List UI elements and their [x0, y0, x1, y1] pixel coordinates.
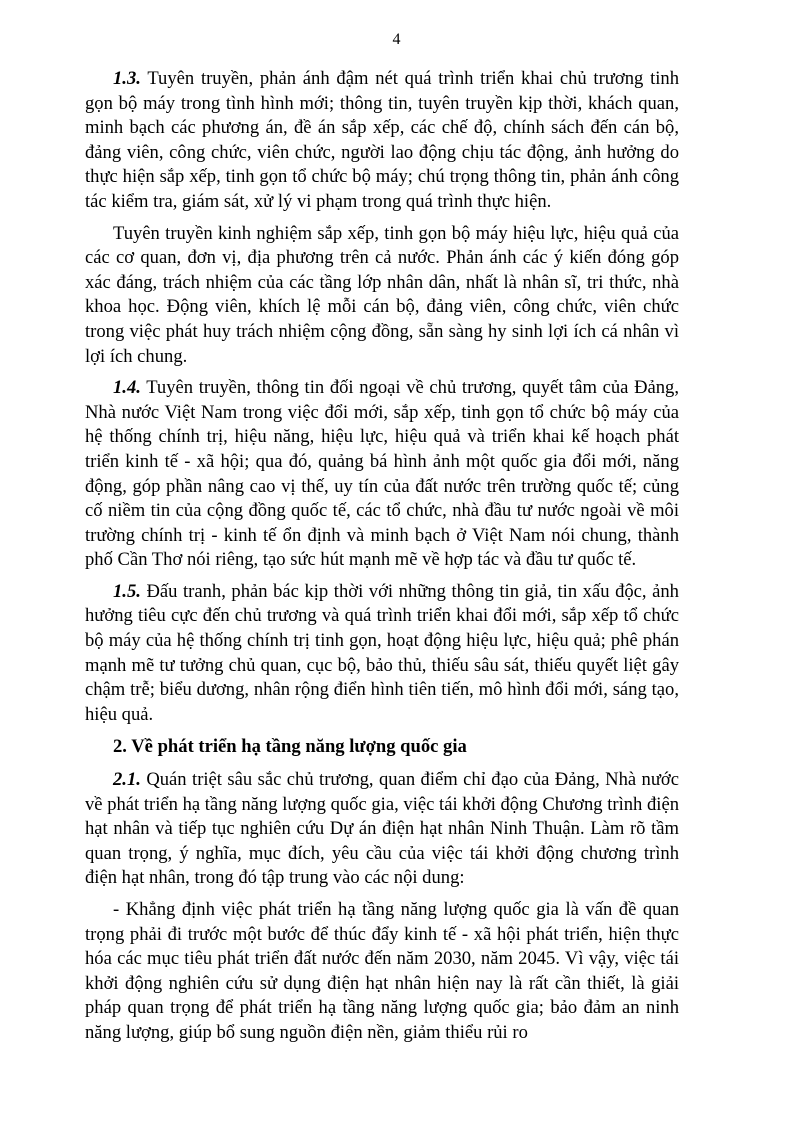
paragraph-text: Tuyên truyền kinh nghiệm sắp xếp, tinh gọn bộ máy hiệu lực, hiệu quả của các cơ quan, đơn vị, địa phương trên cả nước. Phản ánh các ý kiến đóng góp xác đáng, trách nhiệm của các tầng lớp nhân dân, nhất là nhân sĩ, tri thức, nhà khoa học. Động viên, khích lệ mỗi cán bộ, đảng viên, công chức, viên chức trong việc phát huy trách nhiệm cộng đồng, sẵn sàng hy sinh lợi ích cá nhân vì lợi ích chung. [85, 222, 679, 367]
paragraph-text: Tuyên truyền, phản ánh đậm nét quá trình triển khai chủ trương tinh gọn bộ máy trong tình hình mới; thông tin, tuyên truyền kịp thời, khách quan, minh bạch các phương án, đề án sắp xếp, các chế độ, chính sách đến cán bộ, đảng viên, công chức, viên chức, người lao động chịu tác động, ảnh hưởng do thực hiện sắp xếp, tinh gọn tổ chức bộ máy; chú trọng thông tin, phản ánh công tác kiểm tra, giám sát, xử lý vi phạm trong quá trình thực hiện. [85, 68, 679, 212]
item-number: 1.5. [113, 580, 141, 602]
item-number: 1.3. [113, 68, 141, 89]
paragraph-1-4 [85, 376, 679, 573]
paragraph-text: Đấu tranh, phản bác kịp thời với những thông tin giả, tin xấu độc, ảnh hưởng tiêu cực đến chủ trương và quá trình triển khai đổi mới, sắp xếp tổ chức bộ máy của hệ thống chính trị tinh gọn, hoạt động hiệu lực, hiệu quả; phê phán mạnh mẽ tư tưởng chủ quan, cục bộ, bảo thủ, thiếu sâu sát, thiếu quyết liệt gây chậm trễ; biểu dương, nhân rộng điển hình tiên tiến, mô hình đổi mới, sáng tạo, hiệu quả. [85, 580, 679, 725]
paragraph-1-5 [85, 580, 679, 728]
paragraph-1-3-continued [85, 222, 679, 370]
document-body [85, 67, 679, 1053]
paragraph-2-1 [85, 768, 679, 891]
paragraph-bullet [85, 898, 679, 1046]
paragraph-text: - Khẳng định việc phát triển hạ tầng năng lượng quốc gia là vấn đề quan trọng phải đi trước một bước để thúc đẩy kinh tế - xã hội phát triển, hiện thực hóa các mục tiêu phát triển đất nước đến năm 2030, năm 2045. Vì vậy, việc tái khởi động nghiên cứu sử dụng điện hạt nhân hiện nay là rất cần thiết, là giải pháp quan trọng để phát triển hạ tầng năng lượng quốc gia; bảo đảm an ninh năng lượng, giúp bổ sung nguồn điện nền, giảm thiểu rủi ro [85, 899, 679, 1043]
item-number: 2.1. [113, 769, 141, 791]
paragraph-1-3 [85, 67, 679, 215]
paragraph-text: Quán triệt sâu sắc chủ trương, quan điểm chỉ đạo của Đảng, Nhà nước về phát triển hạ tầng năng lượng quốc gia, việc tái khởi động Chương trình điện hạt nhân và tiếp tục nghiên cứu Dự án điện hạt nhân Ninh Thuận. Làm rõ tầm quan trọng, ý nghĩa, mục đích, yêu cầu của việc tái khởi động chương trình điện hạt nhân, trong đó tập trung vào các nội dung: [85, 769, 680, 889]
section-heading: 2. Về phát triển hạ tầng năng lượng quốc gia [113, 736, 467, 758]
item-number: 1.4. [113, 377, 141, 399]
paragraph-text: Tuyên truyền, thông tin đối ngoại về chủ trương, quyết tâm của Đảng, Nhà nước Việt Nam trong việc đổi mới, sắp xếp, tinh gọn tổ chức bộ máy của hệ thống chính trị, hiệu năng, hiệu lực, hiệu quả và triển khai kế hoạch phát triển kinh tế - xã hội; qua đó, quảng bá hình ảnh một quốc gia đổi mới, năng động, góp phần nâng cao vị thế, uy tín của đất nước trên trường quốc tế; củng cố niềm tin của cộng đồng quốc tế, các tổ chức, nhà đầu tư nước ngoài về môi trường chính trị - kinh tế ổn định và minh bạch ở Việt Nam nói chung, thành phố Cần Thơ nói riêng, tạo sức hút mạnh mẽ về hợp tác và đầu tư quốc tế. [85, 377, 680, 571]
page-number: 4 [392, 31, 401, 48]
